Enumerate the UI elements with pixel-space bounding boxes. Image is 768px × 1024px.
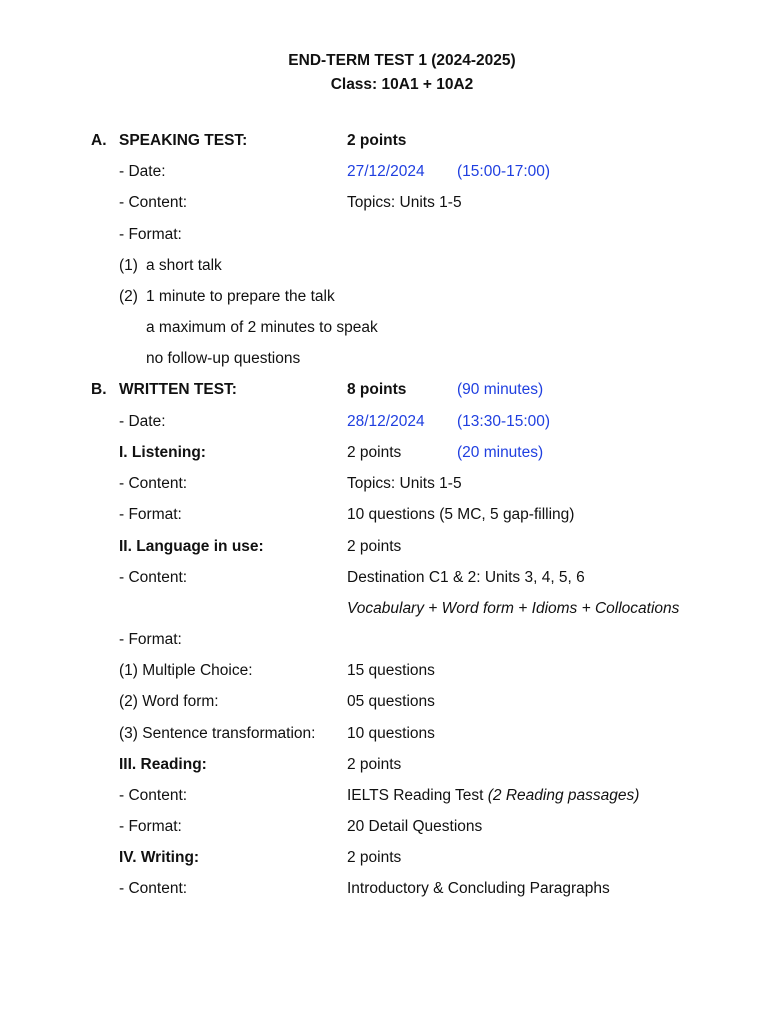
speaking-points: 2 points [347, 132, 407, 149]
section-letter-a: A. [91, 132, 107, 149]
reading-content-note: (2 Reading passages) [487, 787, 640, 804]
language-format-label: - Format: [119, 631, 182, 648]
language-content-label: - Content: [119, 569, 188, 586]
listening-content-label: - Content: [119, 475, 188, 492]
language-content-note: Vocabulary + Word form + Idioms + Collocations [347, 600, 680, 617]
language-points: 2 points [347, 538, 402, 555]
reading-content-wrap [347, 786, 639, 806]
section-letter-b: B. [91, 381, 107, 398]
written-time: (13:30-15:00) [457, 413, 551, 430]
language-item-2-label: (2) Word form: [119, 693, 219, 710]
reading-heading: III. Reading: [119, 756, 207, 773]
listening-duration: (20 minutes) [457, 444, 544, 461]
written-date-label: - Date: [119, 413, 166, 430]
listening-format: 10 questions (5 MC, 5 gap-filling) [347, 506, 575, 523]
writing-points: 2 points [347, 849, 402, 866]
language-item-1-value: 15 questions [347, 662, 435, 679]
listening-points: 2 points [347, 444, 402, 461]
reading-format-label: - Format: [119, 818, 182, 835]
reading-points: 2 points [347, 756, 402, 773]
written-duration: (90 minutes) [457, 381, 544, 398]
document-title: END-TERM TEST 1 (2024-2025) [288, 52, 516, 69]
writing-heading: IV. Writing: [119, 849, 200, 866]
language-item-3-label: (3) Sentence transformation: [119, 725, 316, 742]
speaking-content-label: - Content: [119, 194, 188, 211]
speaking-heading: SPEAKING TEST: [119, 132, 248, 149]
written-date: 28/12/2024 [347, 413, 425, 430]
language-item-3-value: 10 questions [347, 725, 435, 742]
speaking-date-label: - Date: [119, 163, 166, 180]
speaking-item-1-text: a short talk [146, 257, 222, 274]
written-points: 8 points [347, 381, 407, 398]
speaking-format-label: - Format: [119, 226, 182, 243]
speaking-item-2-number: (2) [119, 288, 138, 305]
writing-content: Introductory & Concluding Paragraphs [347, 880, 610, 897]
class-line: Class: 10A1 + 10A2 [330, 76, 474, 93]
listening-format-label: - Format: [119, 506, 182, 523]
speaking-time: (15:00-17:00) [457, 163, 551, 180]
written-heading: WRITTEN TEST: [119, 381, 237, 398]
reading-format: 20 Detail Questions [347, 818, 483, 835]
speaking-item-2-line-3: no follow-up questions [146, 350, 301, 367]
listening-heading: I. Listening: [119, 444, 206, 461]
language-item-2-value: 05 questions [347, 693, 435, 710]
speaking-item-1-number: (1) [119, 257, 138, 274]
listening-content: Topics: Units 1-5 [347, 475, 462, 492]
speaking-item-2-line-2: a maximum of 2 minutes to speak [146, 319, 378, 336]
language-heading: II. Language in use: [119, 538, 264, 555]
speaking-date: 27/12/2024 [347, 163, 425, 180]
reading-content: IELTS Reading Test [347, 787, 484, 804]
writing-content-label: - Content: [119, 880, 188, 897]
language-content: Destination C1 & 2: Units 3, 4, 5, 6 [347, 569, 585, 586]
reading-content-label: - Content: [119, 787, 188, 804]
speaking-content: Topics: Units 1-5 [347, 194, 462, 211]
speaking-item-2-line-1: 1 minute to prepare the talk [146, 288, 335, 305]
language-item-1-label: (1) Multiple Choice: [119, 662, 253, 679]
